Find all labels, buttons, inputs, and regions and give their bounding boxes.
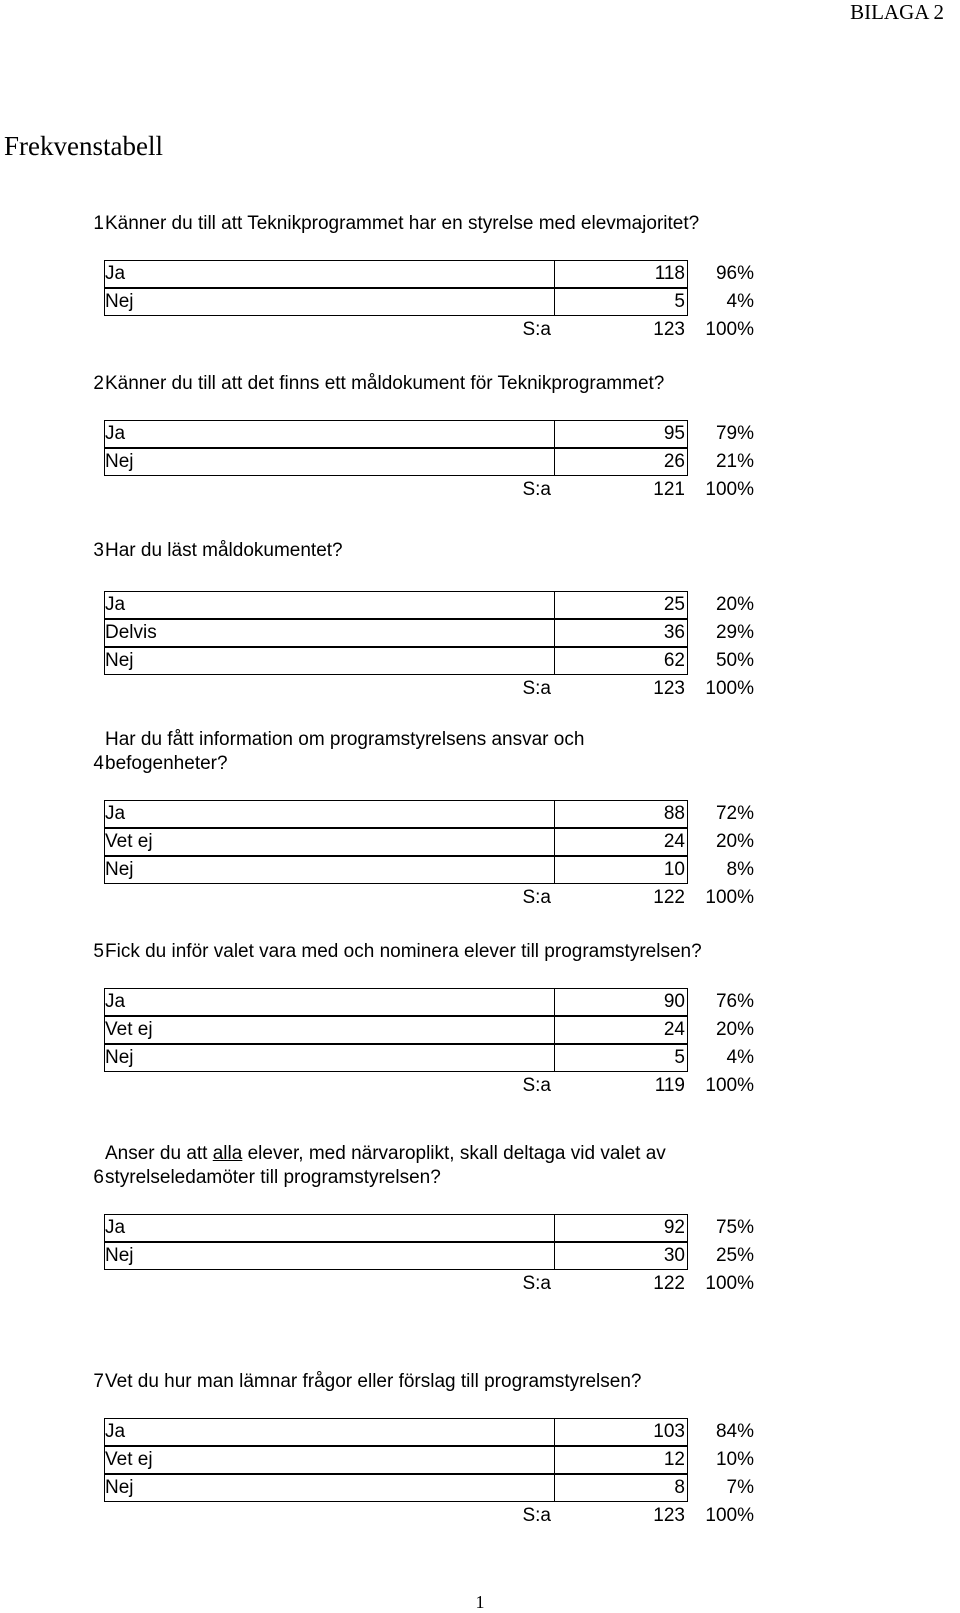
table-row	[0, 1016, 960, 1044]
answer-label: Ja	[105, 263, 126, 284]
total-label: S:a	[522, 887, 551, 908]
answer-percent: 84%	[715, 1421, 754, 1442]
table-row	[0, 800, 960, 828]
total-count: 122	[653, 887, 685, 908]
answer-count: 90	[663, 991, 685, 1012]
answer-label: Nej	[105, 1047, 134, 1068]
answer-label: Vet ej	[105, 1449, 153, 1470]
answer-percent: 29%	[715, 622, 754, 643]
answer-count: 24	[663, 831, 685, 852]
answer-count: 36	[663, 622, 685, 643]
total-row	[0, 316, 960, 344]
question-2	[0, 364, 960, 504]
answer-count: 12	[663, 1449, 685, 1470]
total-percent: 100%	[705, 678, 754, 699]
answer-label: Nej	[105, 859, 134, 880]
answer-percent: 96%	[715, 263, 754, 284]
table-row	[0, 1474, 960, 1502]
total-percent: 100%	[705, 887, 754, 908]
total-row	[0, 476, 960, 504]
table-row	[0, 420, 960, 448]
answer-percent: 72%	[715, 803, 754, 824]
answer-label: Ja	[105, 991, 126, 1012]
question-3	[0, 539, 960, 703]
answer-count: 24	[663, 1019, 685, 1040]
answer-percent: 20%	[715, 594, 754, 615]
table-row	[0, 1418, 960, 1446]
total-count: 119	[654, 1075, 685, 1096]
question-6	[0, 1134, 960, 1298]
total-row	[0, 884, 960, 912]
table-row	[0, 1242, 960, 1270]
frequency-table	[0, 591, 960, 703]
page-title: Frekvenstabell	[4, 131, 163, 161]
total-count: 123	[653, 1505, 685, 1526]
table-row	[0, 288, 960, 316]
answer-count: 30	[663, 1245, 685, 1266]
total-count: 122	[653, 1273, 685, 1294]
answer-label: Nej	[105, 291, 134, 312]
table-row	[0, 1214, 960, 1242]
answer-percent: 20%	[715, 831, 754, 852]
answer-percent: 4%	[726, 1047, 754, 1068]
table-row	[0, 647, 960, 675]
question-text: Känner du till att Teknikprogrammet har en styrelse med elevmajoritet?	[105, 213, 700, 234]
table-row	[0, 856, 960, 884]
answer-percent: 21%	[715, 451, 754, 472]
answer-label: Nej	[105, 451, 134, 472]
total-row	[0, 675, 960, 703]
total-count: 123	[653, 319, 685, 340]
total-label: S:a	[522, 1505, 551, 1526]
question-number: 4	[93, 753, 104, 774]
answer-count: 88	[663, 803, 685, 824]
total-label: S:a	[522, 479, 551, 500]
answer-percent: 10%	[715, 1449, 754, 1470]
answer-percent: 4%	[726, 291, 754, 312]
total-row	[0, 1270, 960, 1298]
table-row	[0, 828, 960, 856]
answer-percent: 7%	[726, 1477, 754, 1498]
answer-label: Nej	[105, 1477, 134, 1498]
page-number: 1	[475, 1592, 485, 1612]
question-number: 1	[93, 213, 104, 234]
answer-count: 62	[663, 650, 685, 671]
question-5	[0, 932, 960, 1100]
frequency-table	[0, 988, 960, 1100]
answer-label: Ja	[105, 423, 126, 444]
answer-percent: 20%	[715, 1019, 754, 1040]
answer-count: 8	[674, 1477, 685, 1498]
answer-label: Delvis	[105, 622, 157, 643]
question-text: Fick du inför valet vara med och nominera elever till programstyrelsen?	[105, 941, 702, 962]
answer-percent: 79%	[715, 423, 754, 444]
answer-percent: 25%	[715, 1245, 754, 1266]
frequency-table	[0, 1214, 960, 1298]
answer-percent: 76%	[715, 991, 754, 1012]
table-row	[0, 591, 960, 619]
table-row	[0, 448, 960, 476]
total-percent: 100%	[705, 319, 754, 340]
total-row	[0, 1072, 960, 1100]
table-row	[0, 988, 960, 1016]
answer-label: Vet ej	[105, 831, 153, 852]
total-percent: 100%	[705, 1505, 754, 1526]
table-row	[0, 619, 960, 647]
question-text: Anser du att alla elever, med närvaroplikt, skall deltaga vid valet av styrelseledamöter till programstyrelsen?	[105, 1143, 666, 1188]
table-row	[0, 260, 960, 288]
question-7	[0, 1362, 960, 1530]
answer-count: 10	[663, 859, 685, 880]
answer-count: 5	[674, 1047, 685, 1068]
total-percent: 100%	[705, 1273, 754, 1294]
total-count: 123	[653, 678, 685, 699]
question-number: 3	[93, 540, 104, 561]
answer-count: 103	[653, 1421, 685, 1442]
total-percent: 100%	[705, 1075, 754, 1096]
answer-label: Nej	[105, 650, 134, 671]
answer-count: 26	[663, 451, 685, 472]
answer-label: Nej	[105, 1245, 134, 1266]
total-label: S:a	[522, 1273, 551, 1294]
table-row	[0, 1446, 960, 1474]
question-text: Har du läst måldokumentet?	[105, 540, 343, 561]
answer-count: 25	[663, 594, 685, 615]
question-number: 6	[93, 1167, 104, 1188]
table-row	[0, 1044, 960, 1072]
question-number: 5	[93, 941, 104, 962]
total-label: S:a	[522, 678, 551, 699]
total-row	[0, 1502, 960, 1530]
answer-label: Ja	[105, 803, 126, 824]
frequency-table	[0, 800, 960, 912]
total-label: S:a	[522, 1075, 551, 1096]
answer-label: Ja	[105, 1421, 126, 1442]
frequency-table	[0, 260, 960, 344]
answer-count: 118	[654, 263, 685, 284]
question-text: Vet du hur man lämnar frågor eller förslag till programstyrelsen?	[105, 1371, 642, 1392]
question-number: 2	[93, 373, 104, 394]
total-label: S:a	[522, 319, 551, 340]
answer-label: Ja	[105, 594, 126, 615]
question-number: 7	[93, 1371, 104, 1392]
answer-label: Ja	[105, 1217, 126, 1238]
answer-count: 5	[674, 291, 685, 312]
appendix-label: BILAGA 2	[850, 0, 944, 24]
answer-percent: 75%	[715, 1217, 754, 1238]
question-4	[0, 720, 960, 912]
answer-count: 95	[663, 423, 685, 444]
frequency-table	[0, 420, 960, 504]
question-1	[0, 204, 960, 344]
answer-percent: 50%	[715, 650, 754, 671]
total-percent: 100%	[705, 479, 754, 500]
question-text: Känner du till att det finns ett måldokument för Teknikprogrammet?	[105, 373, 665, 394]
answer-label: Vet ej	[105, 1019, 153, 1040]
answer-count: 92	[663, 1217, 685, 1238]
question-text: Har du fått information om programstyrelsens ansvar och befogenheter?	[105, 729, 585, 774]
answer-percent: 8%	[726, 859, 754, 880]
emphasis-underline: alla	[212, 1143, 243, 1164]
frequency-table	[0, 1418, 960, 1530]
total-count: 121	[653, 479, 685, 500]
